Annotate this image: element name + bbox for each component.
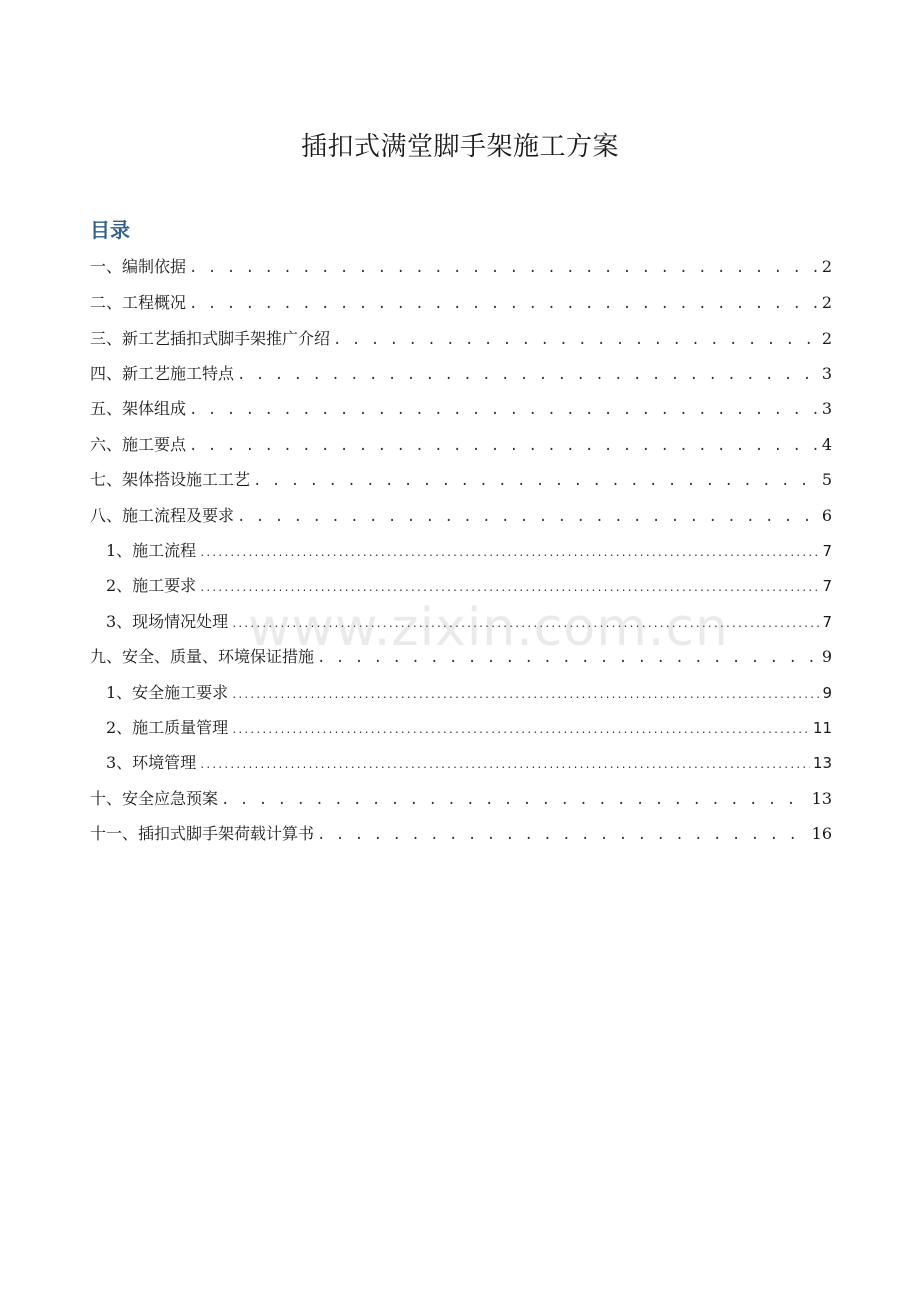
toc-leader-dots [189, 397, 819, 422]
toc-entry-label: 1、施工流程 [106, 541, 197, 560]
toc-entry-page: 2 [821, 329, 832, 348]
toc-entry-label: 三、新工艺插扣式脚手架推广介绍 [90, 329, 331, 348]
toc-entry-page: 2 [821, 293, 832, 312]
toc-leader-dots [199, 751, 810, 778]
toc-entry-page: 7 [822, 577, 832, 595]
toc-entry-label: 九、安全、质量、环境保证措施 [90, 647, 315, 666]
toc-entry-label: 3、现场情况处理 [106, 612, 229, 631]
toc-leader-dots [253, 468, 819, 493]
toc-entry-label: 六、施工要点 [90, 435, 187, 454]
toc-entry[interactable] [90, 504, 832, 528]
toc-entry[interactable] [90, 787, 832, 811]
toc-leader-dots [189, 433, 819, 458]
toc-subentry[interactable] [106, 716, 832, 740]
toc-heading: 目录 [90, 218, 130, 242]
toc-entry-page: 5 [821, 470, 832, 489]
toc-entry-page: 3 [821, 364, 832, 383]
toc-entry[interactable] [90, 645, 832, 669]
toc-leader-dots [199, 574, 819, 601]
toc-entry-page: 4 [821, 435, 832, 454]
toc-entry-label: 二、工程概况 [90, 293, 187, 312]
toc-entry-page: 7 [822, 542, 832, 560]
toc-entry-label: 十一、插扣式脚手架荷载计算书 [90, 824, 315, 843]
toc-subentry[interactable] [106, 574, 832, 598]
toc-leader-dots [333, 327, 819, 352]
toc-entry-page: 16 [811, 824, 832, 843]
toc-entry-page: 3 [821, 399, 832, 418]
toc-entry-page: 6 [821, 506, 832, 525]
toc-leader-dots [199, 539, 819, 566]
toc-entry[interactable] [90, 433, 832, 457]
toc-entry-page: 7 [822, 613, 832, 631]
toc-entry[interactable] [90, 822, 832, 846]
toc-entry-page: 13 [811, 789, 832, 808]
toc-entry-label: 一、编制依据 [90, 257, 187, 276]
toc-entry-page: 9 [822, 684, 832, 702]
toc-entry-label: 1、安全施工要求 [106, 683, 229, 702]
toc-leader-dots [221, 787, 809, 812]
toc-entry-page: 9 [821, 647, 832, 666]
toc-entry[interactable] [90, 397, 832, 421]
toc-entry[interactable] [90, 291, 832, 315]
watermark: www.zixin.com.cn [248, 598, 729, 658]
toc-entry-label: 四、新工艺施工特点 [90, 364, 235, 383]
toc-entry-page: 2 [821, 257, 832, 276]
toc-leader-dots [231, 716, 810, 743]
toc-leader-dots [231, 610, 819, 637]
toc-leader-dots [231, 681, 819, 708]
toc-subentry[interactable] [106, 751, 832, 775]
toc-subentry[interactable] [106, 610, 832, 634]
toc-leader-dots [237, 504, 819, 529]
toc-entry-page: 11 [812, 719, 832, 737]
toc-entry-label: 十、安全应急预案 [90, 789, 219, 808]
toc-entry-label: 七、架体搭设施工工艺 [90, 470, 251, 489]
toc-entry-label: 八、施工流程及要求 [90, 506, 235, 525]
toc-entry-label: 3、环境管理 [106, 753, 197, 772]
toc-entry[interactable] [90, 362, 832, 386]
toc-leader-dots [317, 645, 819, 670]
toc-entry-page: 13 [812, 754, 832, 772]
toc-entry-label: 2、施工质量管理 [106, 718, 229, 737]
toc-leader-dots [237, 362, 819, 387]
document-title: 插扣式满堂脚手架施工方案 [300, 132, 619, 162]
toc-entry-label: 五、架体组成 [90, 399, 187, 418]
toc-subentry[interactable] [106, 539, 832, 563]
toc-leader-dots [189, 255, 819, 280]
toc-entry[interactable] [90, 468, 832, 492]
toc-leader-dots [317, 822, 809, 847]
toc-subentry[interactable] [106, 681, 832, 705]
toc-entry-label: 2、施工要求 [106, 576, 197, 595]
toc-entry[interactable] [90, 255, 832, 279]
toc-leader-dots [189, 291, 819, 316]
toc-entry[interactable] [90, 327, 832, 351]
